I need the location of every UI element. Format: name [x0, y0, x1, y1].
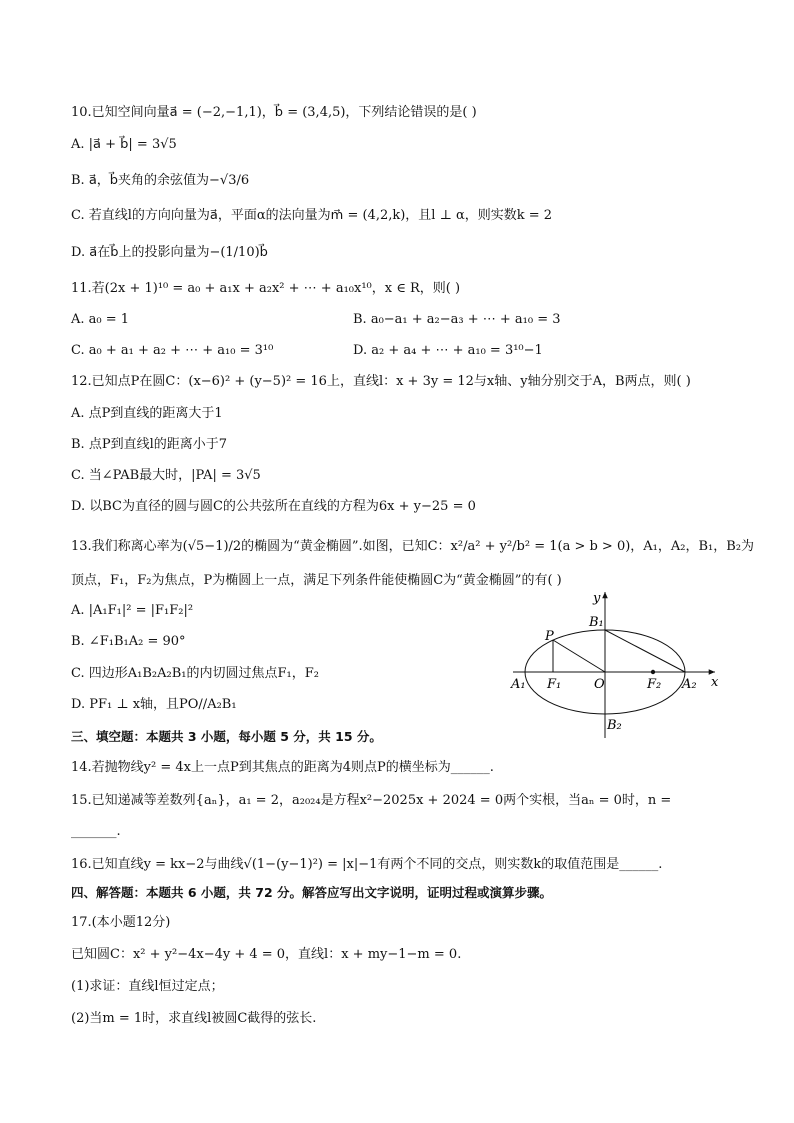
q12-option-b: B. 点P到直线l的距离小于7	[71, 437, 227, 452]
q13-stem-line1: 13.我们称离心率为(√5−1)/2的椭圆为“黄金椭圆”.如图，已知C：x²/a² + y²/b² = 1(a > b > 0)，A₁，A₂，B₁，B₂为	[71, 539, 755, 554]
q10-option-a: A. |a⃗ + b⃗| = 3√5	[71, 137, 177, 152]
q17-part-2: (2)当m = 1时，求直线l被圆C截得的弦长.	[71, 1011, 317, 1026]
q12-option-c: C. 当∠PAB最大时，|PA| = 3√5	[71, 468, 261, 483]
q10-stem: 10.已知空间向量a⃗ = (−2,−1,1)，b⃗ = (3,4,5)，下列结论错误的是( )	[71, 105, 477, 120]
section-3-heading: 三、填空题：本题共 3 小题，每小题 5 分，共 15 分。	[71, 729, 382, 744]
q13-option-d: D. PF₁ ⊥ x轴，且PO//A₂B₁	[71, 697, 237, 712]
focus-f2-dot	[651, 670, 655, 674]
label-f1: F₁	[547, 677, 562, 692]
label-o: O	[594, 677, 605, 692]
q11-option-b: B. a₀−a₁ + a₂−a₃ + ⋯ + a₁₀ = 3	[353, 312, 561, 327]
q17-stem: 已知圆C：x² + y²−4x−4y + 4 = 0，直线l：x + my−1−m = 0.	[71, 947, 462, 962]
q10-option-c: C. 若直线l的方向向量为a⃗，平面α的法向量为m⃗ = (4,2,k)，且l ⊥ α，则实数k = 2	[71, 208, 553, 223]
label-a2: A₂	[682, 677, 697, 692]
label-x: x	[711, 675, 719, 690]
q10-option-b: B. a⃗，b⃗夹角的余弦值为−√3/6	[71, 173, 250, 188]
q12-option-a: A. 点P到直线的距离大于1	[71, 406, 223, 421]
q13-option-b: B. ∠F₁B₁A₂ = 90°	[71, 634, 186, 649]
label-b2: B₂	[607, 718, 622, 733]
label-y: y	[593, 591, 601, 606]
q16-text: 16.已知直线y = kx−2与曲线√(1−(y−1)²) = |x|−1有两个不同的交点，则实数k的取值范围是______.	[71, 857, 663, 872]
label-b1: B₁	[589, 615, 604, 630]
segment-b1a2	[605, 630, 685, 672]
q17-heading: 17.(本小题12分)	[71, 915, 171, 930]
q10-option-d: D. a⃗在b⃗上的投影向量为−(1/10)b⃗	[71, 245, 268, 260]
label-f2: F₂	[647, 677, 662, 692]
q13-option-a: A. |A₁F₁|² = |F₁F₂|²	[71, 603, 194, 618]
section-4-heading: 四、解答题：本题共 6 小题，共 72 分。解答应写出文字说明，证明过程或演算步骤。	[71, 885, 553, 900]
q14-text: 14.若抛物线y² = 4x上一点P到其焦点的距离为4则点P的横坐标为______.	[71, 760, 494, 775]
q11-option-d: D. a₂ + a₄ + ⋯ + a₁₀ = 3¹⁰−1	[353, 343, 543, 358]
q17-part-1: (1)求证：直线l恒过定点；	[71, 979, 224, 994]
q13-option-c: C. 四边形A₁B₂A₂B₁的内切圆过焦点F₁，F₂	[71, 666, 319, 681]
q11-stem: 11.若(2x + 1)¹⁰ = a₀ + a₁x + a₂x² + ⋯ + a₁₀x¹⁰，x ∈ R，则( )	[71, 281, 461, 296]
q12-option-d: D. 以BC为直径的圆与圆C的公共弦所在直线的方程为6x + y−25 = 0	[71, 499, 476, 514]
ellipse-figure	[505, 590, 730, 740]
segment-po	[553, 640, 605, 672]
label-p: P	[545, 629, 554, 644]
q11-option-a: A. a₀ = 1	[71, 312, 130, 327]
q15-text: 15.已知递减等差数列{aₙ}，a₁ = 2，a₂₀₂₄是方程x²−2025x + 2024 = 0两个实根，当aₙ = 0时，n =	[71, 793, 672, 808]
q11-option-c: C. a₀ + a₁ + a₂ + ⋯ + a₁₀ = 3¹⁰	[71, 343, 274, 358]
q12-stem: 12.已知点P在圆C：(x−6)² + (y−5)² = 16上，直线l：x + 3y = 12与x轴、y轴分别交于A，B两点，则( )	[71, 374, 691, 389]
q13-stem-line2: 顶点，F₁，F₂为焦点，P为椭圆上一点，满足下列条件能使椭圆C为“黄金椭圆”的有( )	[71, 573, 562, 588]
q15-blank: _______.	[71, 824, 121, 839]
label-a1: A₁	[511, 677, 526, 692]
